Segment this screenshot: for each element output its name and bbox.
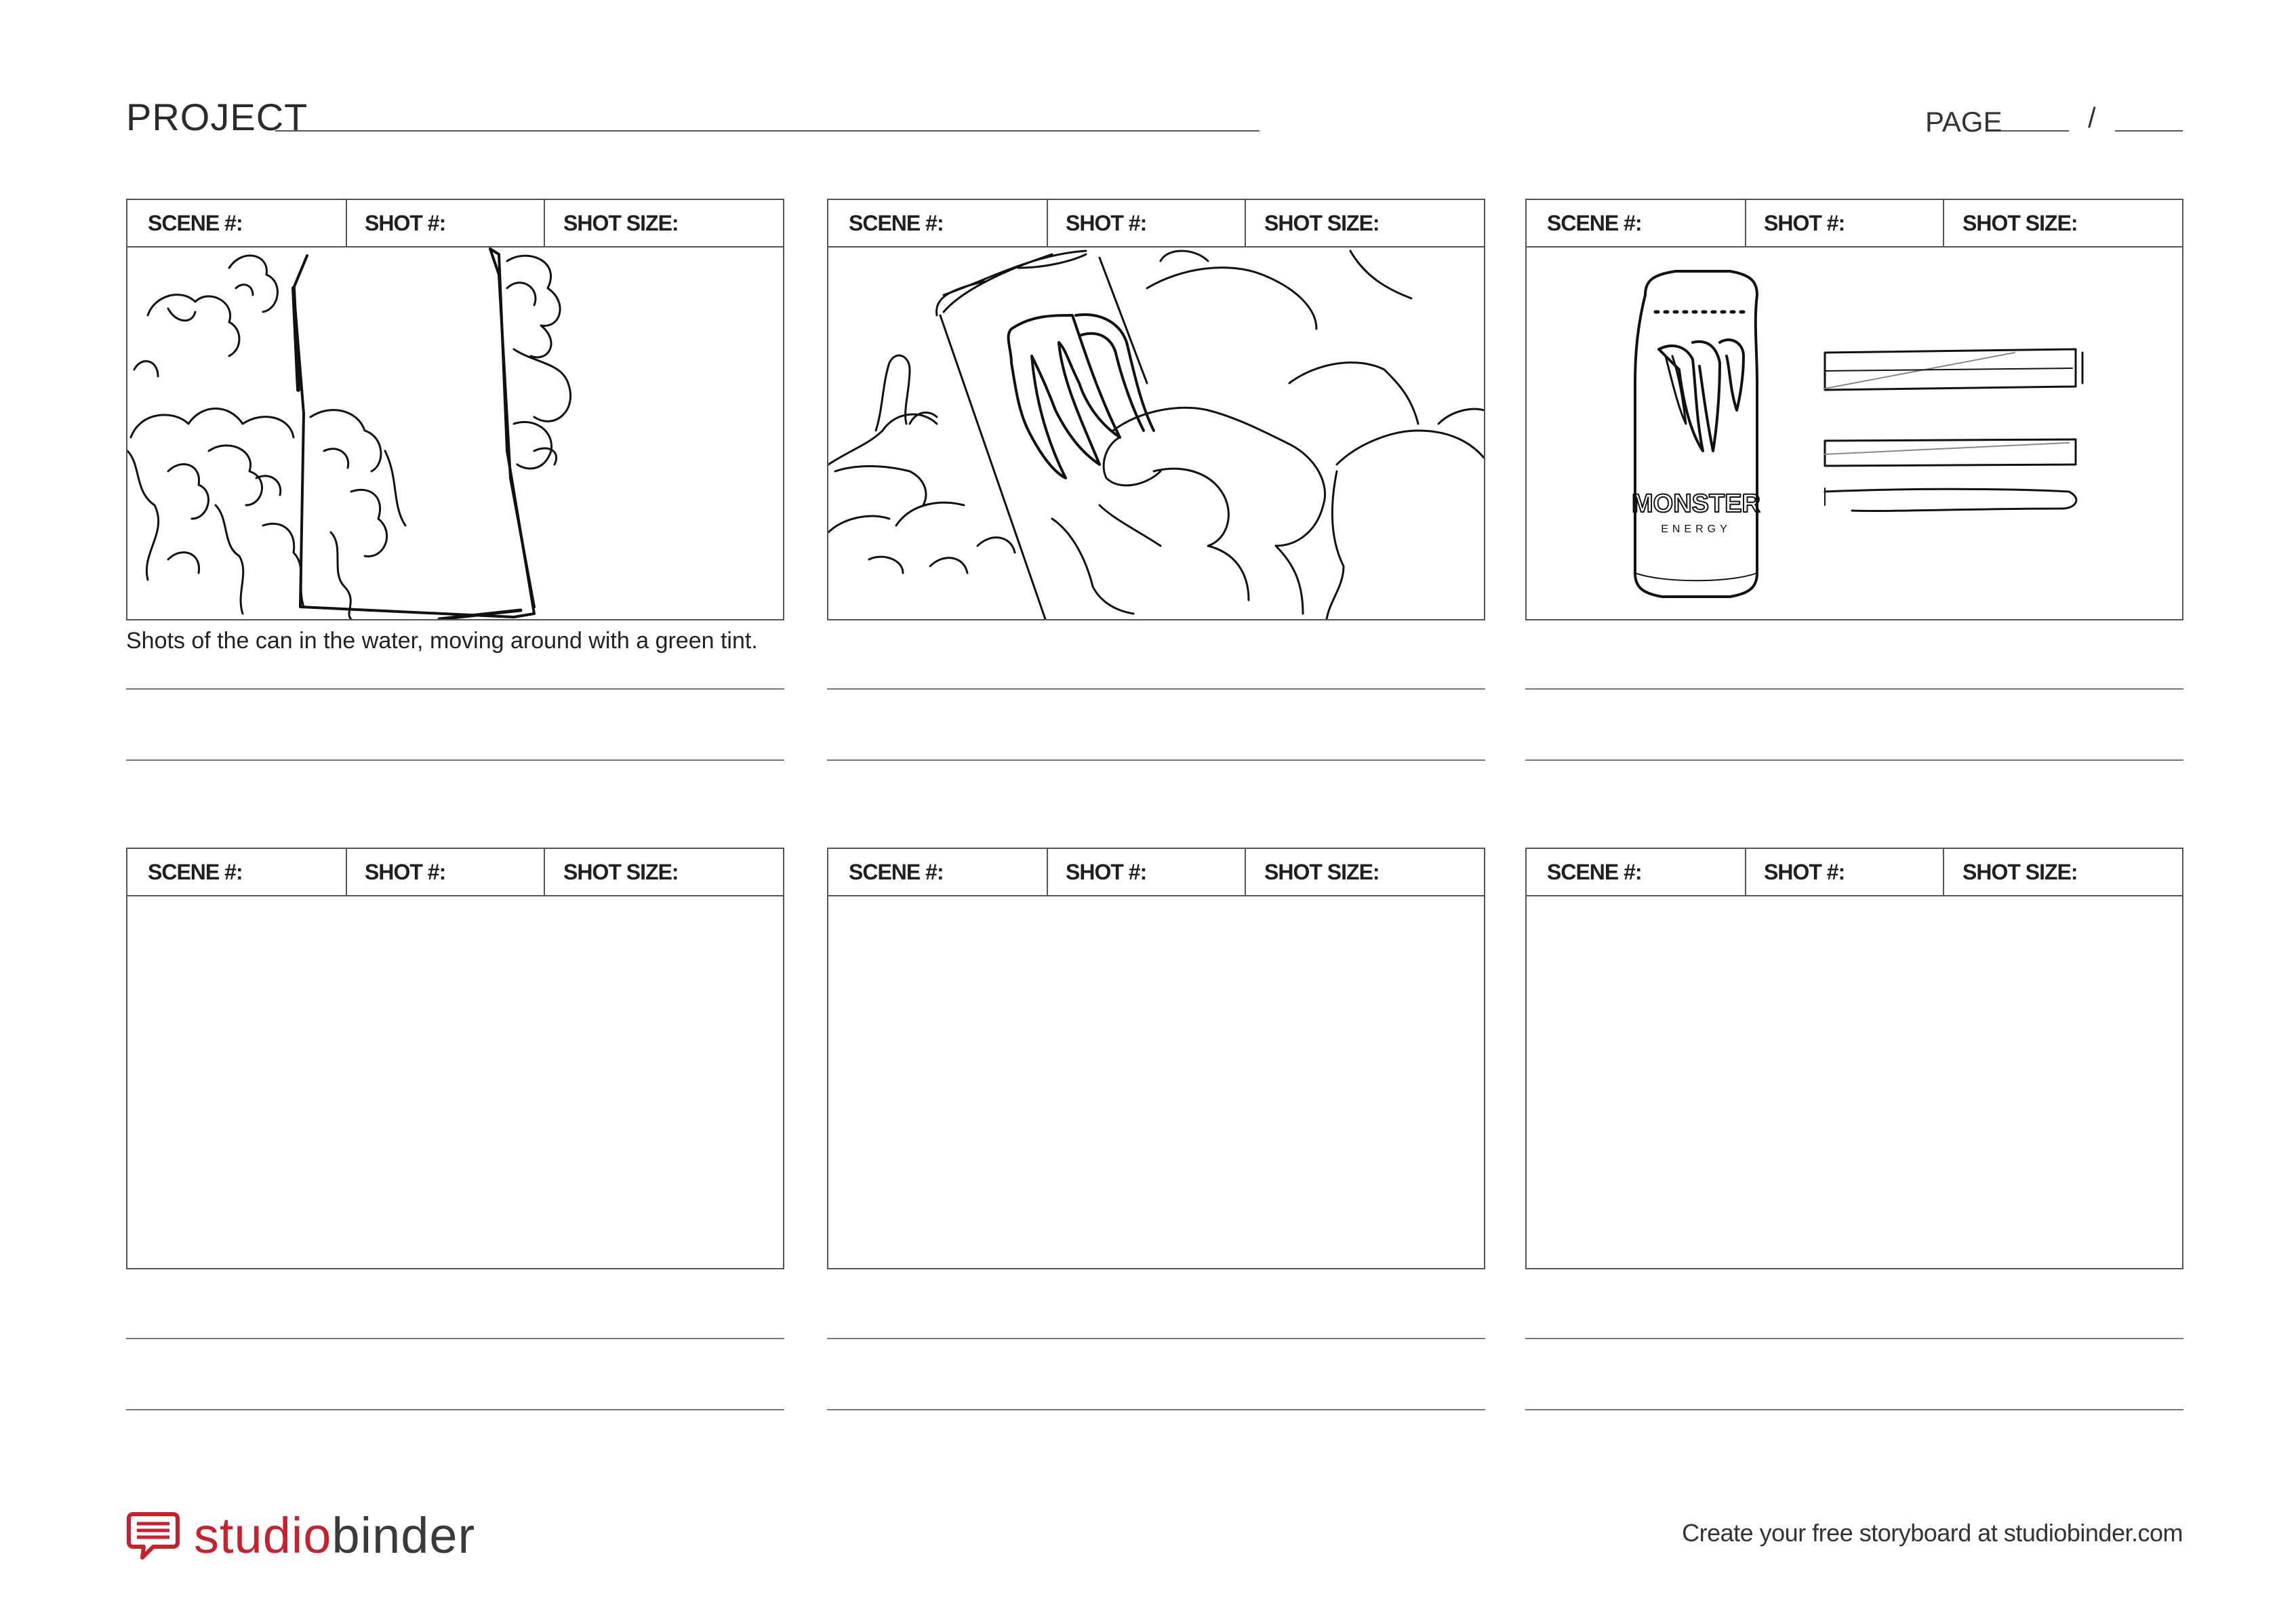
note-line[interactable]	[827, 688, 1485, 690]
shot-label: SHOT #:	[365, 210, 446, 235]
note-line[interactable]	[1525, 688, 2183, 690]
scene-label: SCENE #:	[849, 859, 944, 884]
monster-can-sketch	[1527, 247, 2182, 619]
note-line[interactable]	[126, 1338, 784, 1339]
shot-label: SHOT #:	[1066, 859, 1147, 884]
shot-label: SHOT #:	[365, 859, 446, 884]
note-line[interactable]	[126, 759, 784, 761]
note-line[interactable]	[827, 1409, 1485, 1410]
project-label: PROJECT	[126, 96, 308, 138]
footer-cta[interactable]: Create your free storyboard at studiobinder.com	[1682, 1519, 2183, 1547]
storyboard-panel-5[interactable]	[827, 848, 1485, 1269]
note-line[interactable]	[1525, 1409, 2183, 1410]
page-separator: /	[2088, 102, 2096, 134]
shot-size-label: SHOT SIZE:	[563, 210, 679, 235]
can-sub-text: ENERGY	[1661, 523, 1731, 535]
panel-header	[1527, 849, 2182, 896]
scene-label: SCENE #:	[148, 210, 243, 235]
scene-label: SCENE #:	[849, 210, 944, 235]
shot-label: SHOT #:	[1066, 210, 1147, 235]
scene-label: SCENE #:	[1547, 859, 1642, 884]
shot-size-label: SHOT SIZE:	[1962, 210, 2078, 235]
logo-binder-text: binder	[331, 1507, 476, 1564]
panel-header	[1527, 200, 2182, 247]
scene-label: SCENE #:	[1547, 210, 1642, 235]
page-total-field[interactable]	[2115, 130, 2183, 132]
studiobinder-logo[interactable]	[126, 1507, 475, 1564]
shot-size-label: SHOT SIZE:	[1264, 210, 1379, 235]
logo-studio-text: studio	[194, 1507, 332, 1564]
panel-header	[828, 200, 1484, 247]
panel-header	[127, 200, 783, 247]
note-line[interactable]	[126, 688, 784, 690]
panel-header	[127, 849, 783, 896]
note-line[interactable]	[126, 1409, 784, 1410]
page-number-field[interactable]	[2001, 130, 2069, 132]
shot-size-label: SHOT SIZE:	[1264, 859, 1379, 884]
note-line[interactable]	[1525, 759, 2183, 761]
storyboard-panel-3	[1525, 199, 2183, 620]
hand-holding-can-sketch	[828, 247, 1484, 619]
shot-label: SHOT #:	[1764, 859, 1845, 884]
note-line[interactable]	[1525, 1338, 2183, 1339]
shot-size-label: SHOT SIZE:	[563, 859, 679, 884]
panel-header	[828, 849, 1484, 896]
note-line[interactable]	[827, 1338, 1485, 1339]
storyboard-panel-2	[827, 199, 1485, 620]
can-in-water-sketch	[127, 247, 783, 619]
shot-label: SHOT #:	[1764, 210, 1845, 235]
speech-bubble-icon	[126, 1509, 180, 1563]
storyboard-panel-4[interactable]	[126, 848, 784, 1269]
panel-1-note[interactable]: Shots of the can in the water, moving around with a green tint.	[126, 628, 758, 654]
project-name-field[interactable]	[275, 130, 1260, 132]
scene-label: SCENE #:	[148, 859, 243, 884]
note-line[interactable]	[827, 759, 1485, 761]
storyboard-panel-1	[126, 199, 784, 620]
can-brand-text: MONSTER	[1632, 490, 1760, 518]
page-label: PAGE	[1925, 106, 2002, 138]
storyboard-panel-6[interactable]	[1525, 848, 2183, 1269]
shot-size-label: SHOT SIZE:	[1962, 859, 2078, 884]
